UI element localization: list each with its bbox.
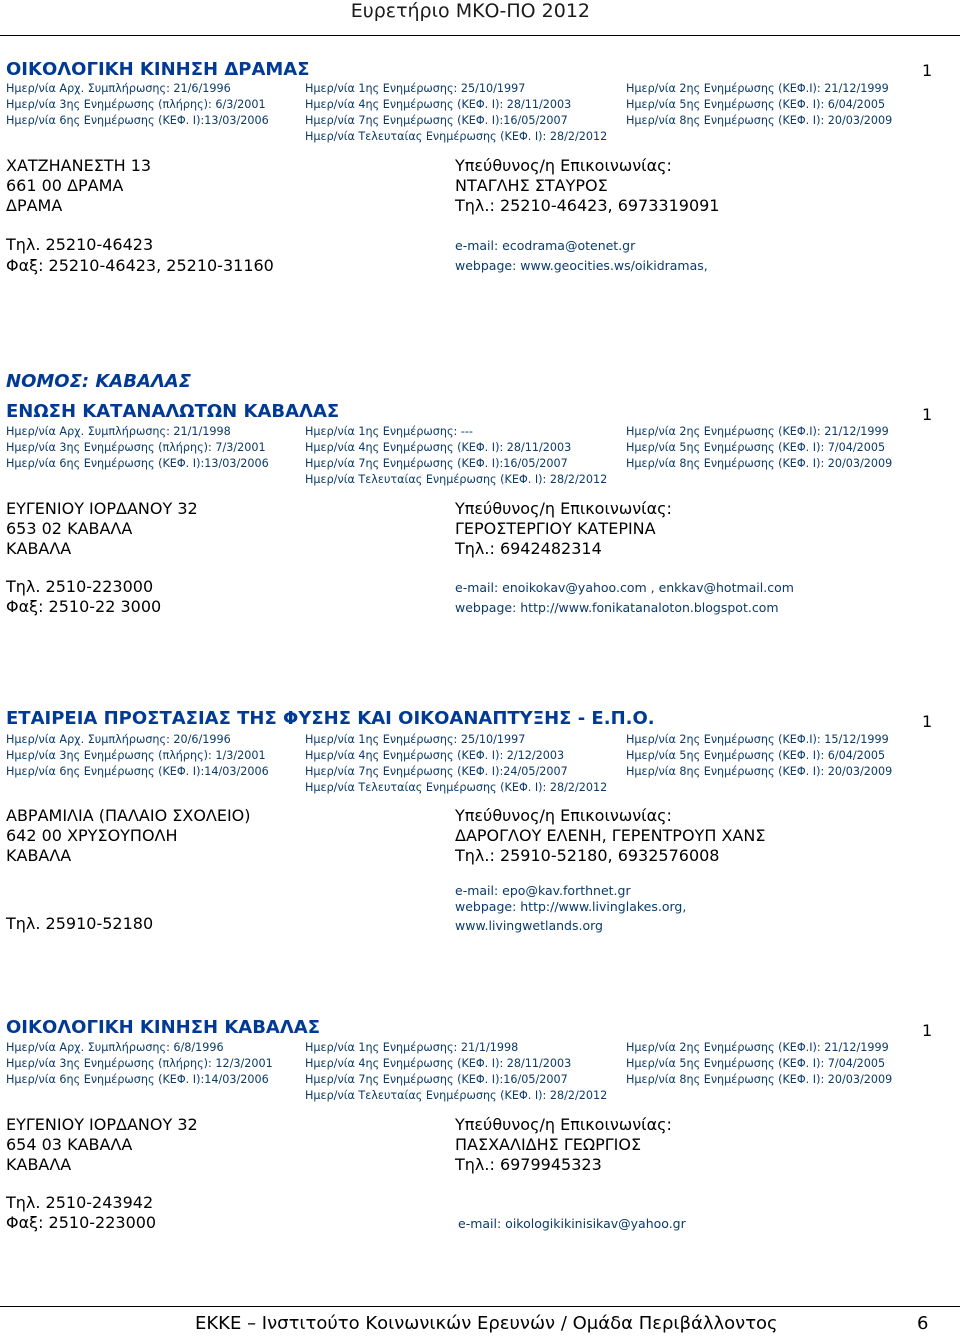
date-field: Ημερ/νία 3ης Ενημέρωσης (πλήρης): 6/3/2001 [6,98,266,111]
date-field: Ημερ/νία 7ης Ενημέρωσης (ΚΕΦ. Ι):16/05/2007 [305,114,568,127]
address-line: 654 03 ΚΑΒΑΛΑ [6,1135,133,1154]
org-name: ΟΙΚΟΛΟΓΙΚΗ ΚΙΝΗΣΗ ΔΡΑΜΑΣ [6,59,310,80]
date-field: Ημερ/νία 1ης Ενημέρωσης: 25/10/1997 [305,82,526,95]
date-field: Ημερ/νία 7ης Ενημέρωσης (ΚΕΦ. Ι):24/05/2007 [305,765,568,778]
date-field: Ημερ/νία 2ης Ενημέρωσης (ΚΕΦ.Ι): 21/12/1999 [626,425,889,438]
org-name: ΕΤΑΙΡΕΙΑ ΠΡΟΣΤΑΣΙΑΣ ΤΗΣ ΦΥΣΗΣ ΚΑΙ ΟΙΚΟΑΝΑΠΤΥΞΗΣ - Ε.Π.Ο. [6,708,655,729]
org-index: 1 [922,405,933,424]
org-phone: Τηλ. 2510-243942 [6,1193,154,1212]
contact-person: ΔΑΡΟΓΛΟΥ ΕΛΕΝΗ, ΓΕΡΕΝΤΡΟΥΠ ΧΑΝΣ [455,826,766,845]
webpage-link[interactable]: www.livingwetlands.org [455,918,603,933]
date-field: Ημερ/νία 5ης Ενημέρωσης (ΚΕΦ. Ι): 7/04/2005 [626,1057,886,1070]
address-line: 653 02 ΚΑΒΑΛΑ [6,519,133,538]
org-fax: Φαξ: 2510-22 3000 [6,597,162,616]
org-phone: Τηλ. 25210-46423 [6,235,154,254]
date-field: Ημερ/νία 8ης Ενημέρωσης (ΚΕΦ. Ι): 20/03/2009 [626,114,893,127]
contact-person: ΠΑΣΧΑΛΙΔΗΣ ΓΕΩΡΓΙΟΣ [455,1135,642,1154]
contact-person: ΓΕΡΟΣΤΕΡΓΙΟΥ ΚΑΤΕΡΙΝΑ [455,519,656,538]
email-link[interactable]: e-mail: epo@kav.forthnet.gr [455,883,631,898]
date-field: Ημερ/νία 2ης Ενημέρωσης (ΚΕΦ.Ι): 21/12/1999 [626,82,889,95]
date-field: Ημερ/νία 1ης Ενημέρωσης: 25/10/1997 [305,733,526,746]
contact-heading: Υπεύθυνος/η Επικοινωνίας: [455,499,672,518]
footer-divider [0,1306,960,1307]
date-field: Ημερ/νία 4ης Ενημέρωσης (ΚΕΦ. Ι): 28/11/2003 [305,98,572,111]
date-field: Ημερ/νία 2ης Ενημέρωσης (ΚΕΦ.Ι): 21/12/1999 [626,1041,889,1054]
address-line: ΧΑΤΖΗΑΝΕΣΤΗ 13 [6,156,152,175]
header-divider [0,35,960,36]
last-update: Ημερ/νία Τελευταίας Ενημέρωσης (ΚΕΦ. Ι): 28/2/2012 [305,473,608,486]
org-fax: Φαξ: 2510-223000 [6,1213,157,1232]
contact-heading: Υπεύθυνος/η Επικοινωνίας: [455,806,672,825]
date-field: Ημερ/νία 8ης Ενημέρωσης (ΚΕΦ. Ι): 20/03/2009 [626,457,893,470]
date-field: Ημερ/νία 1ης Ενημέρωσης: --- [305,425,473,438]
contact-phone: Τηλ.: 6942482314 [455,539,602,558]
date-field: Ημερ/νία 3ης Ενημέρωσης (πλήρης): 1/3/2001 [6,749,266,762]
date-field: Ημερ/νία 4ης Ενημέρωσης (ΚΕΦ. Ι): 28/11/2003 [305,441,572,454]
org-phone: Τηλ. 2510-223000 [6,577,154,596]
date-field: Ημερ/νία 4ης Ενημέρωσης (ΚΕΦ. Ι): 2/12/2003 [305,749,565,762]
webpage-link[interactable]: webpage: http://www.livinglakes.org, [455,899,687,914]
last-update: Ημερ/νία Τελευταίας Ενημέρωσης (ΚΕΦ. Ι): 28/2/2012 [305,130,608,143]
contact-phone: Τηλ.: 25910-52180, 6932576008 [455,846,720,865]
date-field: Ημερ/νία 6ης Ενημέρωσης (ΚΕΦ. Ι):13/03/2006 [6,114,269,127]
page-number: 6 [917,1313,929,1334]
address-line: ΚΑΒΑΛΑ [6,846,72,865]
date-field: Ημερ/νία 5ης Ενημέρωσης (ΚΕΦ. Ι): 7/04/2005 [626,441,886,454]
date-field: Ημερ/νία 1ης Ενημέρωσης: 21/1/1998 [305,1041,519,1054]
org-name: ΟΙΚΟΛΟΓΙΚΗ ΚΙΝΗΣΗ ΚΑΒΑΛΑΣ [6,1017,321,1038]
date-field: Ημερ/νία Αρχ. Συμπλήρωσης: 21/1/1998 [6,425,231,438]
org-index: 1 [922,712,933,731]
org-fax: Φαξ: 25210-46423, 25210-31160 [6,256,274,275]
email-link[interactable]: e-mail: enoikokav@yahoo.com , enkkav@hotmail.com [455,580,794,595]
contact-phone: Τηλ.: 25210-46423, 6973319091 [455,196,720,215]
contact-heading: Υπεύθυνος/η Επικοινωνίας: [455,156,672,175]
webpage-link[interactable]: webpage: www.geocities.ws/oikidramas, [455,258,708,273]
address-line: 642 00 ΧΡΥΣΟΥΠΟΛΗ [6,826,178,845]
contact-person: ΝΤΑΓΛΗΣ ΣΤΑΥΡΟΣ [455,176,608,195]
webpage-link[interactable]: webpage: http://www.fonikatanaloton.blogspot.com [455,600,779,615]
date-field: Ημερ/νία 7ης Ενημέρωσης (ΚΕΦ. Ι):16/05/2007 [305,457,568,470]
date-field: Ημερ/νία Αρχ. Συμπλήρωσης: 21/6/1996 [6,82,231,95]
last-update: Ημερ/νία Τελευταίας Ενημέρωσης (ΚΕΦ. Ι): 28/2/2012 [305,781,608,794]
date-field: Ημερ/νία 3ης Ενημέρωσης (πλήρης): 12/3/2001 [6,1057,273,1070]
address-line: ΚΑΒΑΛΑ [6,539,72,558]
email-link[interactable]: e-mail: oikologikikinisikav@yahoo.gr [458,1216,686,1231]
date-field: Ημερ/νία 3ης Ενημέρωσης (πλήρης): 7/3/2001 [6,441,266,454]
date-field: Ημερ/νία Αρχ. Συμπλήρωσης: 20/6/1996 [6,733,231,746]
org-index: 1 [922,1021,933,1040]
date-field: Ημερ/νία 2ης Ενημέρωσης (ΚΕΦ.Ι): 15/12/1999 [626,733,889,746]
org-name: ΕΝΩΣΗ ΚΑΤΑΝΑΛΩΤΩΝ ΚΑΒΑΛΑΣ [6,401,340,422]
date-field: Ημερ/νία 8ης Ενημέρωσης (ΚΕΦ. Ι): 20/03/2009 [626,1073,893,1086]
contact-phone: Τηλ.: 6979945323 [455,1155,602,1174]
address-line: ΕΥΓΕΝΙΟΥ ΙΟΡΔΑΝΟΥ 32 [6,1115,198,1134]
date-field: Ημερ/νία 6ης Ενημέρωσης (ΚΕΦ. Ι):14/03/2006 [6,1073,269,1086]
date-field: Ημερ/νία 4ης Ενημέρωσης (ΚΕΦ. Ι): 28/11/2003 [305,1057,572,1070]
document-header-title: Ευρετήριο ΜΚΟ-ΠΟ 2012 [350,0,590,22]
date-field: Ημερ/νία 7ης Ενημέρωσης (ΚΕΦ. Ι):16/05/2007 [305,1073,568,1086]
date-field: Ημερ/νία 8ης Ενημέρωσης (ΚΕΦ. Ι): 20/03/2009 [626,765,893,778]
footer-institute: ΕΚΚΕ – Ινστιτούτο Κοινωνικών Ερευνών / Ομάδα Περιβάλλοντος [195,1313,778,1334]
org-phone: Τηλ. 25910-52180 [6,914,154,933]
last-update: Ημερ/νία Τελευταίας Ενημέρωσης (ΚΕΦ. Ι): 28/2/2012 [305,1089,608,1102]
address-line: 661 00 ΔΡΑΜΑ [6,176,124,195]
email-link[interactable]: e-mail: ecodrama@otenet.gr [455,238,636,253]
address-line: ΑΒΡΑΜΙΛΙΑ (ΠΑΛΑΙΟ ΣΧΟΛΕΙΟ) [6,806,251,825]
address-line: ΚΑΒΑΛΑ [6,1155,72,1174]
contact-heading: Υπεύθυνος/η Επικοινωνίας: [455,1115,672,1134]
date-field: Ημερ/νία 5ης Ενημέρωσης (ΚΕΦ. Ι): 6/04/2005 [626,749,886,762]
address-line: ΕΥΓΕΝΙΟΥ ΙΟΡΔΑΝΟΥ 32 [6,499,198,518]
region-heading: ΝΟΜΟΣ: ΚΑΒΑΛΑΣ [6,371,192,392]
date-field: Ημερ/νία 5ης Ενημέρωσης (ΚΕΦ. Ι): 6/04/2005 [626,98,886,111]
date-field: Ημερ/νία 6ης Ενημέρωσης (ΚΕΦ. Ι):13/03/2006 [6,457,269,470]
date-field: Ημερ/νία Αρχ. Συμπλήρωσης: 6/8/1996 [6,1041,224,1054]
org-index: 1 [922,61,933,80]
address-line: ΔΡΑΜΑ [6,196,63,215]
date-field: Ημερ/νία 6ης Ενημέρωσης (ΚΕΦ. Ι):14/03/2006 [6,765,269,778]
